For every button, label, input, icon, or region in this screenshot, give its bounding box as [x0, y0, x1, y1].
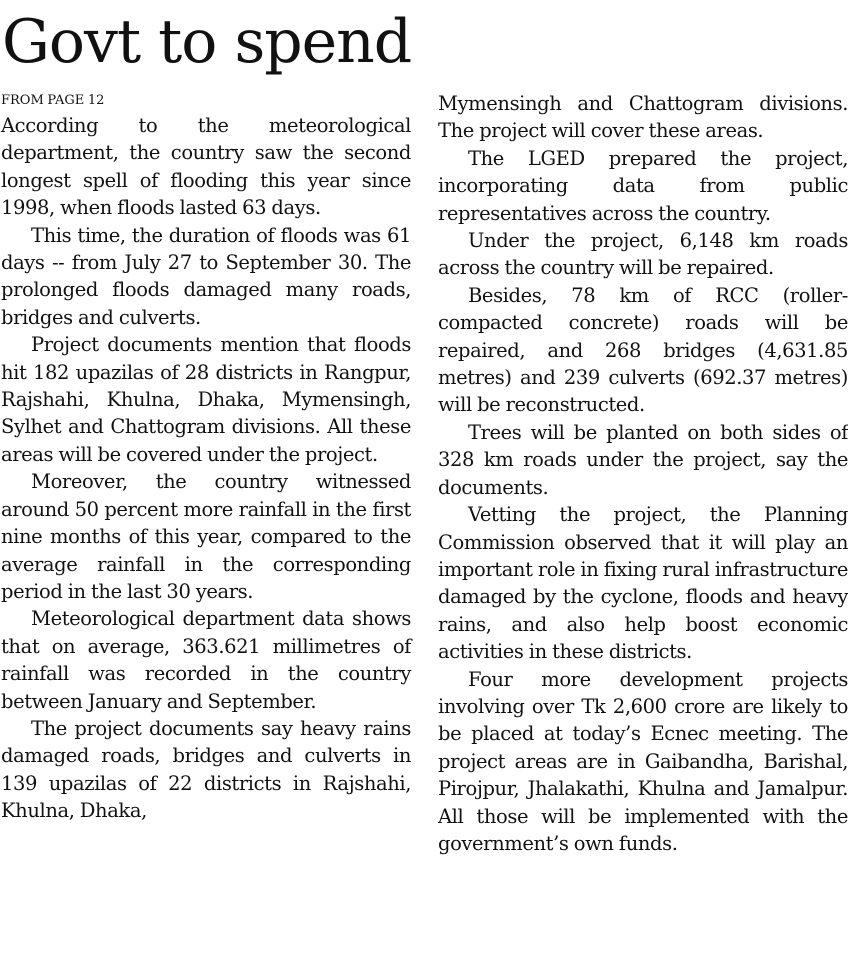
paragraph: This time, the duration of floods was 61 days -- from July 27 to September 30. The prolonged floods damaged many roads, bridges and culverts. [1, 223, 411, 329]
paragraph: Moreover, the country witnessed around 50 percent more rainfall in the first nine months of this year, compared to the average rainfall in the corresponding period in the last 30 years. [1, 470, 411, 603]
paragraph: The project documents say heavy rains damaged roads, bridges and culverts in 139 upazilas of 22 districts in Rajshahi, Khulna, Dhaka, [1, 716, 411, 823]
paragraph: Under the project, 6,148 km roads across the country will be repaired. [438, 229, 848, 280]
article-column-right [438, 90, 848, 857]
paragraph: Project documents mention that floods hit 182 upazilas of 28 districts in Rangpur, Rajshahi, Khulna, Dhaka, Mymensingh, Sylhet and Chattogram divisions. All these areas will be covered under the project. [1, 333, 411, 466]
jump-line: FROM PAGE 12 [1, 93, 105, 108]
paragraph: Trees will be planted on both sides of 328 km roads under the project, say the documents. [438, 420, 848, 499]
paragraph-continued: Mymensingh and Chattogram divisions. The project will cover these areas. [438, 92, 848, 143]
paragraph: Four more development projects involving over Tk 2,600 crore are likely to be placed at today’s Ecnec meeting. The project areas are in Gaibandha, Barishal, Pirojpur, Jhalakathi, Khulna and Jamalpur. All those will be implemented with the government’s own funds. [438, 667, 848, 855]
paragraph: Vetting the project, the Planning Commission observed that it will play an important role in fixing rural infrastructure damaged by the cyclone, floods and heavy rains, and also help boost economic activities in these districts. [438, 503, 848, 664]
paragraph: The LGED prepared the project, incorporating data from public representatives across the country. [438, 146, 848, 225]
headline: Govt to spend [2, 7, 412, 77]
paragraph: Meteorological department data shows that on average, 363.621 millimetres of rainfall was recorded in the country between January and September. [1, 607, 411, 713]
paragraph: According to the meteorological department, the country saw the second longest spell of flooding this year since 1998, when floods lasted 63 days. [1, 114, 411, 220]
paragraph: Besides, 78 km of RCC (roller-compacted concrete) roads will be repaired, and 268 bridges (4,631.85 metres) and 239 culverts (692.37 metres) will be reconstructed. [438, 283, 848, 417]
article-column-left [1, 90, 411, 825]
